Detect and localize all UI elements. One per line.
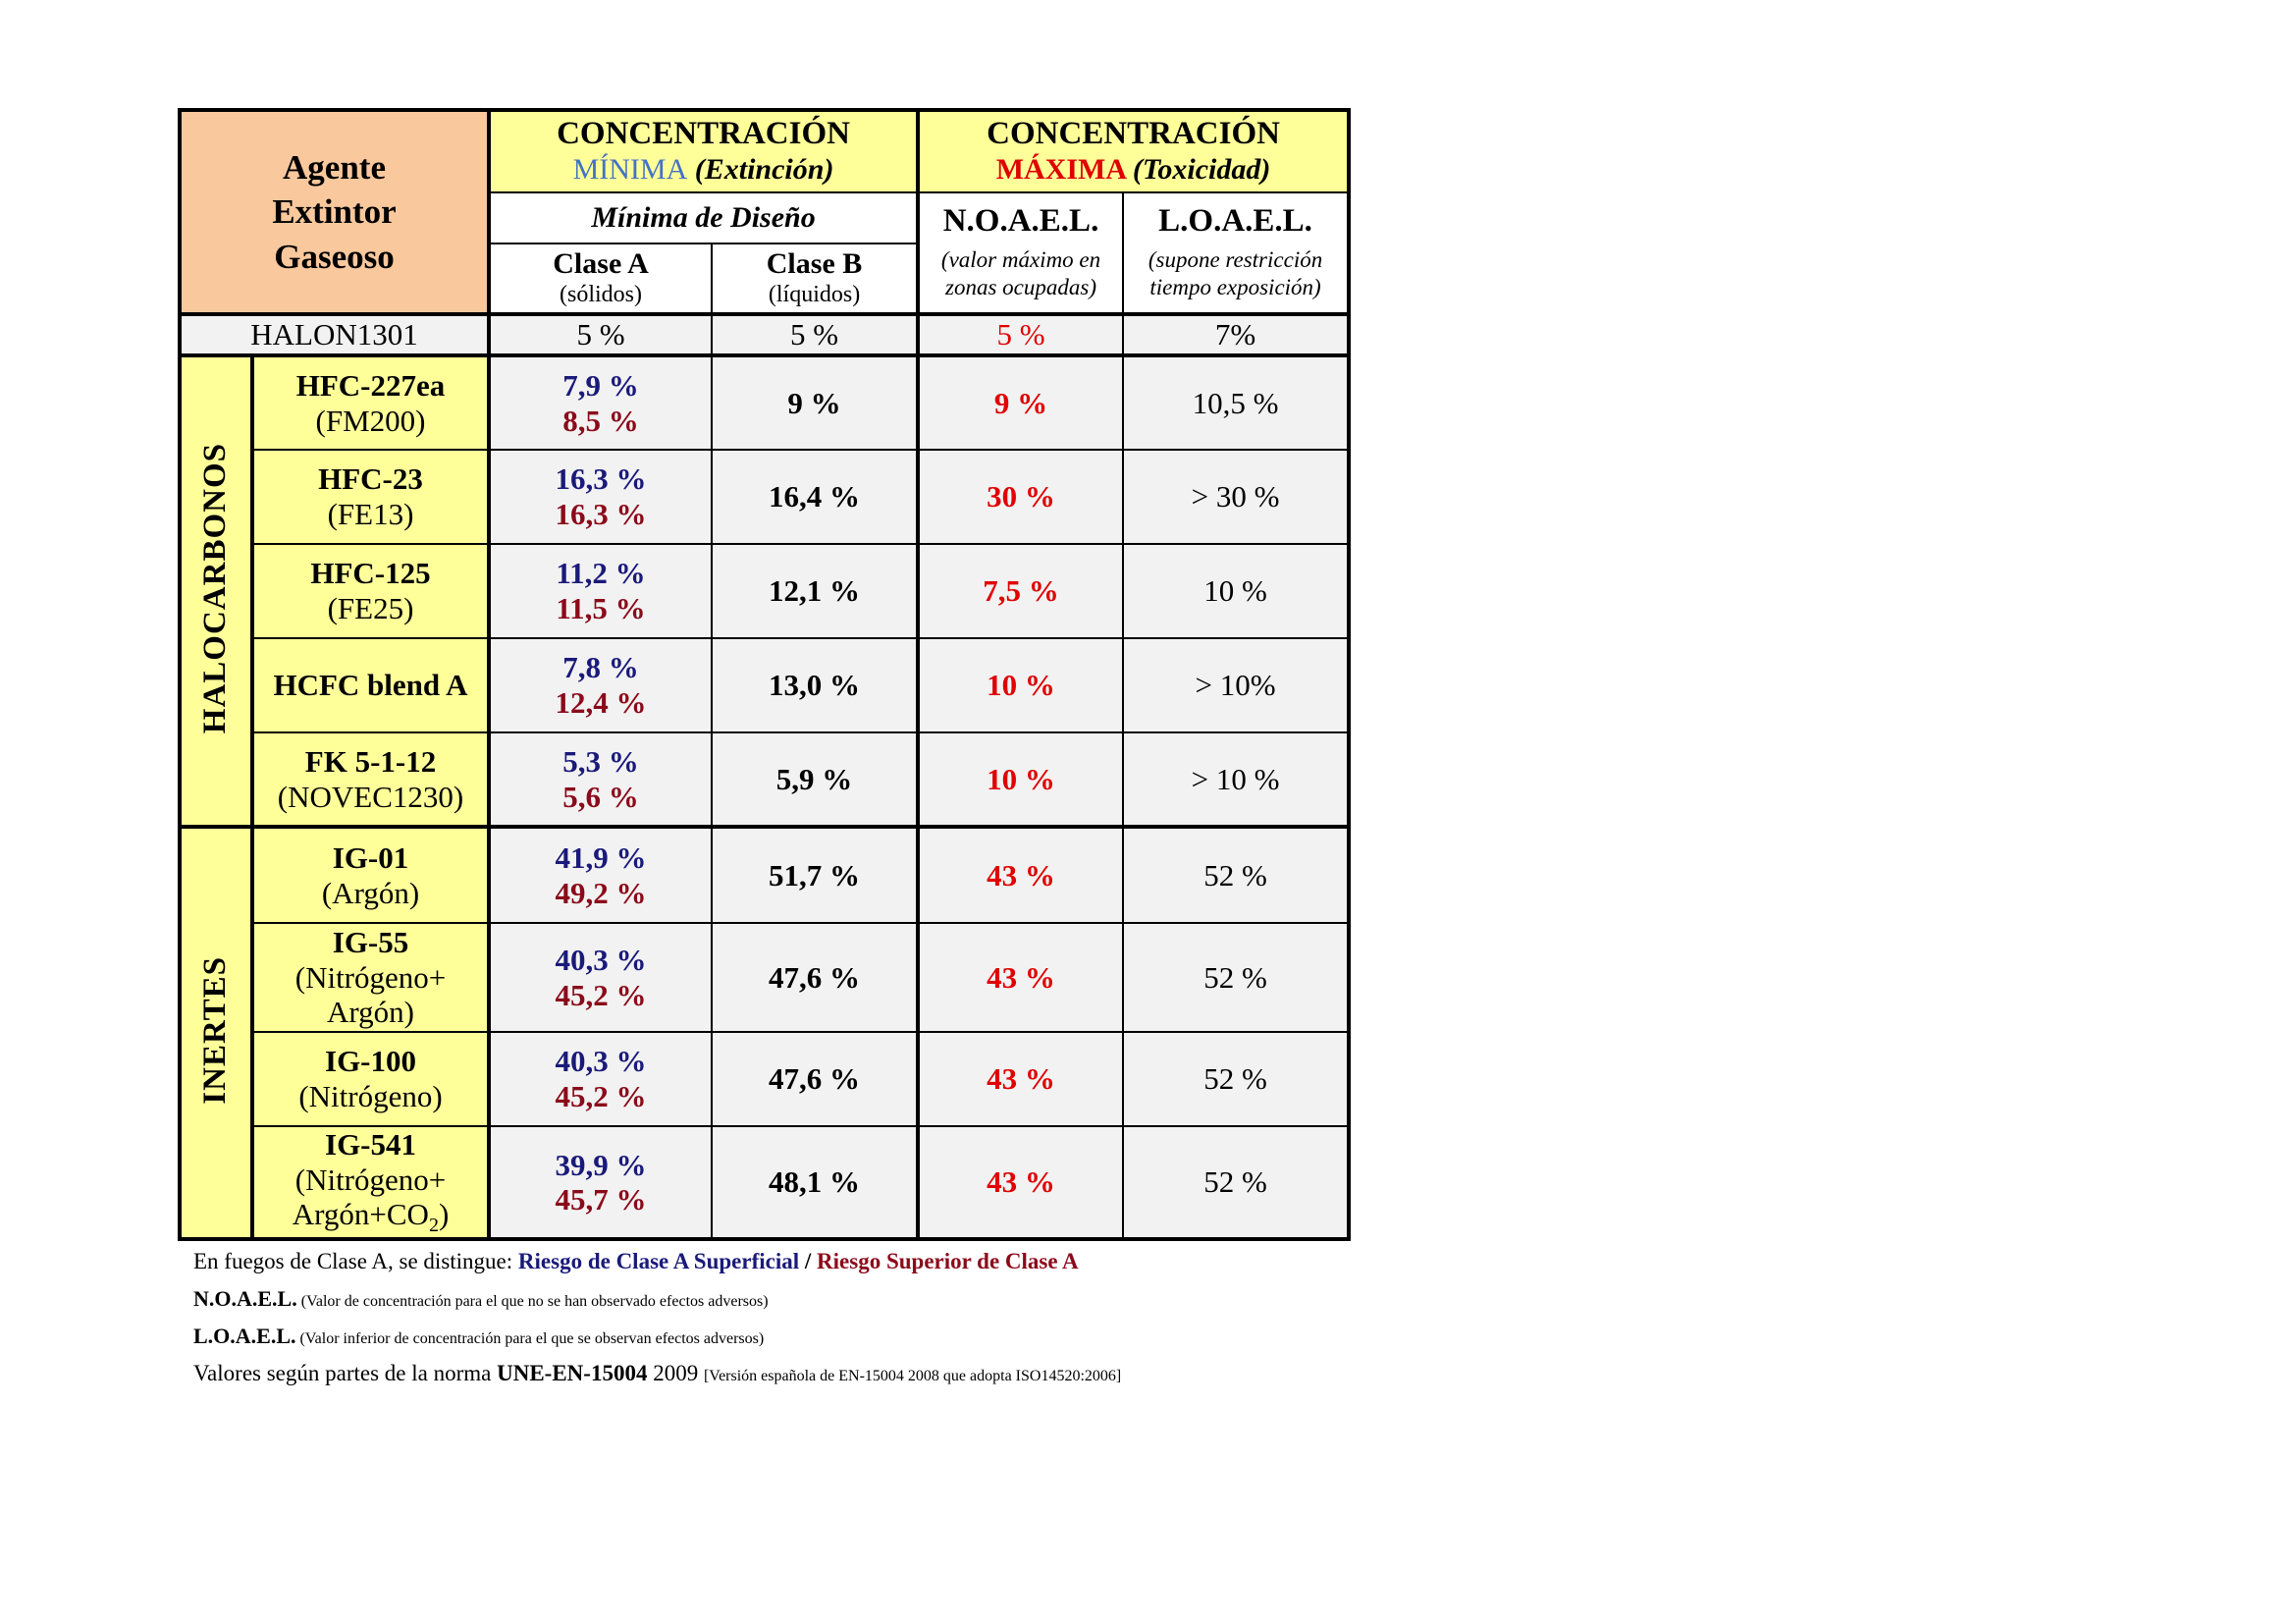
note-loael-desc: (Valor inferior de concentración para el que se observan efectos adversos) xyxy=(295,1330,765,1348)
halon-name: HALON1301 xyxy=(180,314,489,355)
note-class-a-separator: / xyxy=(799,1249,818,1274)
halon-noael: 5 % xyxy=(918,314,1123,355)
class-a-values xyxy=(489,638,712,732)
agent-row-ig100 xyxy=(180,1032,1349,1126)
agent-alt-name-close: ) xyxy=(438,1197,450,1232)
agent-alt-name: (FE13) xyxy=(327,497,414,531)
class-a-values xyxy=(489,355,712,450)
class-a-superior-value: 45,7 % xyxy=(555,1182,647,1217)
note-norm xyxy=(193,1355,1347,1392)
noael-sub-line2: zonas ocupadas) xyxy=(945,275,1097,300)
note-norm-prefix: Valores según partes de la norma xyxy=(193,1361,498,1386)
agent-alt-name-line1: (Nitrógeno+ xyxy=(294,959,447,995)
halon-class-a: 5 % xyxy=(489,314,712,355)
class-a-surface-value: 7,9 % xyxy=(562,367,639,403)
agent-name-cell xyxy=(252,450,489,544)
loael-value: > 10 % xyxy=(1123,732,1349,827)
max-concentration-qualifier: (Toxicidad) xyxy=(1132,153,1271,187)
class-b-sub: (líquidos) xyxy=(768,281,861,307)
agent-name: HFC-23 xyxy=(318,461,423,497)
agent-header xyxy=(180,110,489,314)
noael-label: N.O.A.E.L. xyxy=(942,202,1099,239)
loael-value: 10,5 % xyxy=(1123,355,1349,450)
document xyxy=(178,108,1347,1392)
noael-value: 7,5 % xyxy=(918,544,1123,638)
note-norm-version: [Versión española de EN-15004 2008 que adopta ISO14520:2006] xyxy=(703,1368,1122,1385)
class-b-label: Clase B xyxy=(766,247,863,281)
noael-value: 43 % xyxy=(918,827,1123,923)
class-a-superior-value: 16,3 % xyxy=(555,497,647,531)
agent-row-ig55 xyxy=(180,923,1349,1032)
note-loael xyxy=(193,1318,1347,1355)
class-a-surface-value: 40,3 % xyxy=(555,942,647,977)
class-a-values xyxy=(489,544,712,638)
agent-row-hfc227ea xyxy=(180,355,1349,450)
note-class-a-superficial: Riesgo de Clase A Superficial xyxy=(517,1249,800,1274)
halon-class-b: 5 % xyxy=(712,314,918,355)
halon-loael: 7% xyxy=(1123,314,1349,355)
class-b-value: 51,7 % xyxy=(712,827,918,923)
agent-alt-name-line1: (Nitrógeno+ xyxy=(294,1162,447,1197)
loael-value: 52 % xyxy=(1123,827,1349,923)
noael-header xyxy=(918,192,1123,314)
agent-name-cell xyxy=(252,544,489,638)
class-b-value: 48,1 % xyxy=(712,1126,918,1239)
agent-name: IG-541 xyxy=(325,1127,416,1162)
class-b-value: 12,1 % xyxy=(712,544,918,638)
agent-name-cell xyxy=(252,923,489,1032)
loael-header xyxy=(1123,192,1349,314)
min-concentration-qualifier: (Extinción) xyxy=(694,153,834,187)
agent-name: HFC-125 xyxy=(310,556,431,591)
noael-value: 10 % xyxy=(918,638,1123,732)
class-a-values xyxy=(489,827,712,923)
class-a-values xyxy=(489,732,712,827)
loael-value: > 30 % xyxy=(1123,450,1349,544)
agent-name-cell xyxy=(252,732,489,827)
class-a-surface-value: 11,2 % xyxy=(556,556,646,591)
note-norm-name: UNE-EN-15004 xyxy=(497,1361,648,1386)
agent-name: IG-100 xyxy=(325,1044,416,1079)
loael-value: 52 % xyxy=(1123,1032,1349,1126)
agent-row-hcfc-blend-a xyxy=(180,638,1349,732)
agent-alt-name: (FE25) xyxy=(327,591,414,625)
class-a-surface-value: 16,3 % xyxy=(555,461,647,497)
noael-value: 43 % xyxy=(918,1032,1123,1126)
loael-label: L.O.A.E.L. xyxy=(1158,202,1312,239)
class-a-surface-value: 39,9 % xyxy=(555,1147,647,1182)
class-b-value: 9 % xyxy=(712,355,918,450)
agent-alt-name-line2 xyxy=(254,1197,487,1237)
agent-row-fk-5-1-12 xyxy=(180,732,1349,827)
class-a-superior-value: 49,2 % xyxy=(555,875,647,910)
agent-alt-name-line2-text: Argón+CO xyxy=(292,1197,429,1232)
max-concentration-title: CONCENTRACIÓN xyxy=(987,116,1280,152)
extinguishing-agents-table xyxy=(178,108,1351,1241)
min-concentration-header xyxy=(489,110,918,192)
noael-value: 43 % xyxy=(918,923,1123,1032)
class-a-surface-value: 41,9 % xyxy=(555,839,647,875)
class-a-values xyxy=(489,923,712,1032)
class-b-header xyxy=(712,243,918,314)
design-minimum-header: Mínima de Diseño xyxy=(489,192,918,243)
halon-row xyxy=(180,314,1349,355)
agent-row-ig01 xyxy=(180,827,1349,923)
class-a-sub: (sólidos) xyxy=(560,281,643,307)
group-halocarbonos xyxy=(180,355,252,827)
min-concentration-highlight: MÍNIMA xyxy=(572,153,688,187)
note-class-a-superior: Riesgo Superior de Clase A xyxy=(817,1249,1079,1274)
loael-value: 52 % xyxy=(1123,923,1349,1032)
agent-name-cell xyxy=(252,1126,489,1239)
group-inertes-label: INERTES xyxy=(197,956,234,1105)
agent-name-cell xyxy=(252,1032,489,1126)
max-concentration-header xyxy=(918,110,1349,192)
class-a-values xyxy=(489,450,712,544)
agent-header-line1: Agente xyxy=(283,147,386,187)
agent-alt-name: (Argón) xyxy=(321,875,420,910)
noael-value: 9 % xyxy=(918,355,1123,450)
agent-alt-name: (Nitrógeno) xyxy=(298,1079,443,1113)
agent-alt-name-line2: Argón) xyxy=(327,995,414,1030)
class-a-surface-value: 7,8 % xyxy=(562,650,639,685)
agent-name: IG-01 xyxy=(332,839,409,875)
loael-sub-line1: (supone restricción xyxy=(1148,246,1323,272)
loael-sub-line2: tiempo exposición) xyxy=(1149,275,1321,300)
class-b-value: 47,6 % xyxy=(712,1032,918,1126)
noael-value: 10 % xyxy=(918,732,1123,827)
agent-name: HCFC blend A xyxy=(252,638,489,732)
noael-value: 30 % xyxy=(918,450,1123,544)
loael-value: > 10% xyxy=(1123,638,1349,732)
class-a-superior-value: 5,6 % xyxy=(562,779,639,814)
class-a-surface-value: 5,3 % xyxy=(562,743,639,779)
class-b-value: 16,4 % xyxy=(712,450,918,544)
class-a-label: Clase A xyxy=(553,247,649,281)
class-b-value: 13,0 % xyxy=(712,638,918,732)
agent-header-line3: Gaseoso xyxy=(274,237,395,276)
note-class-a-prefix: En fuegos de Clase A, se distingue: xyxy=(193,1249,518,1274)
max-concentration-highlight: MÁXIMA xyxy=(995,153,1126,187)
class-a-superior-value: 12,4 % xyxy=(555,685,647,720)
min-concentration-title: CONCENTRACIÓN xyxy=(557,116,850,152)
note-class-a-risk xyxy=(193,1243,1347,1280)
agent-name-cell xyxy=(252,355,489,450)
agent-name-cell xyxy=(252,827,489,923)
class-a-surface-value: 40,3 % xyxy=(555,1044,647,1079)
agent-alt-name: (FM200) xyxy=(315,403,426,438)
footnotes xyxy=(178,1243,1347,1392)
co2-subscript: 2 xyxy=(428,1215,439,1237)
class-a-values xyxy=(489,1032,712,1126)
class-b-value: 5,9 % xyxy=(712,732,918,827)
note-loael-abbr: L.O.A.E.L. xyxy=(193,1324,296,1349)
class-a-superior-value: 45,2 % xyxy=(555,1079,647,1113)
note-norm-year: 2009 xyxy=(647,1361,704,1386)
agent-alt-name: (NOVEC1230) xyxy=(277,779,464,814)
agent-row-ig541 xyxy=(180,1126,1349,1239)
class-a-values xyxy=(489,1126,712,1239)
agent-row-hfc23 xyxy=(180,450,1349,544)
note-noael xyxy=(193,1280,1347,1318)
agent-header-line2: Extintor xyxy=(272,192,397,232)
loael-value: 10 % xyxy=(1123,544,1349,638)
group-halocarbonos-label: HALOCARBONOS xyxy=(197,443,234,734)
agent-name: HFC-227ea xyxy=(295,367,446,403)
agent-row-hfc125 xyxy=(180,544,1349,638)
noael-value: 43 % xyxy=(918,1126,1123,1239)
class-a-superior-value: 8,5 % xyxy=(562,403,639,438)
class-b-value: 47,6 % xyxy=(712,923,918,1032)
noael-sub-line1: (valor máximo en xyxy=(940,246,1101,272)
class-a-superior-value: 45,2 % xyxy=(555,977,647,1012)
agent-name: FK 5-1-12 xyxy=(304,743,437,779)
agent-name: IG-55 xyxy=(332,925,409,960)
group-inertes xyxy=(180,827,252,1239)
note-noael-desc: (Valor de concentración para el que no se han observado efectos adversos) xyxy=(296,1293,769,1311)
loael-value: 52 % xyxy=(1123,1126,1349,1239)
note-noael-abbr: N.O.A.E.L. xyxy=(193,1286,297,1312)
class-a-header xyxy=(489,243,712,314)
class-a-superior-value: 11,5 % xyxy=(556,591,646,625)
